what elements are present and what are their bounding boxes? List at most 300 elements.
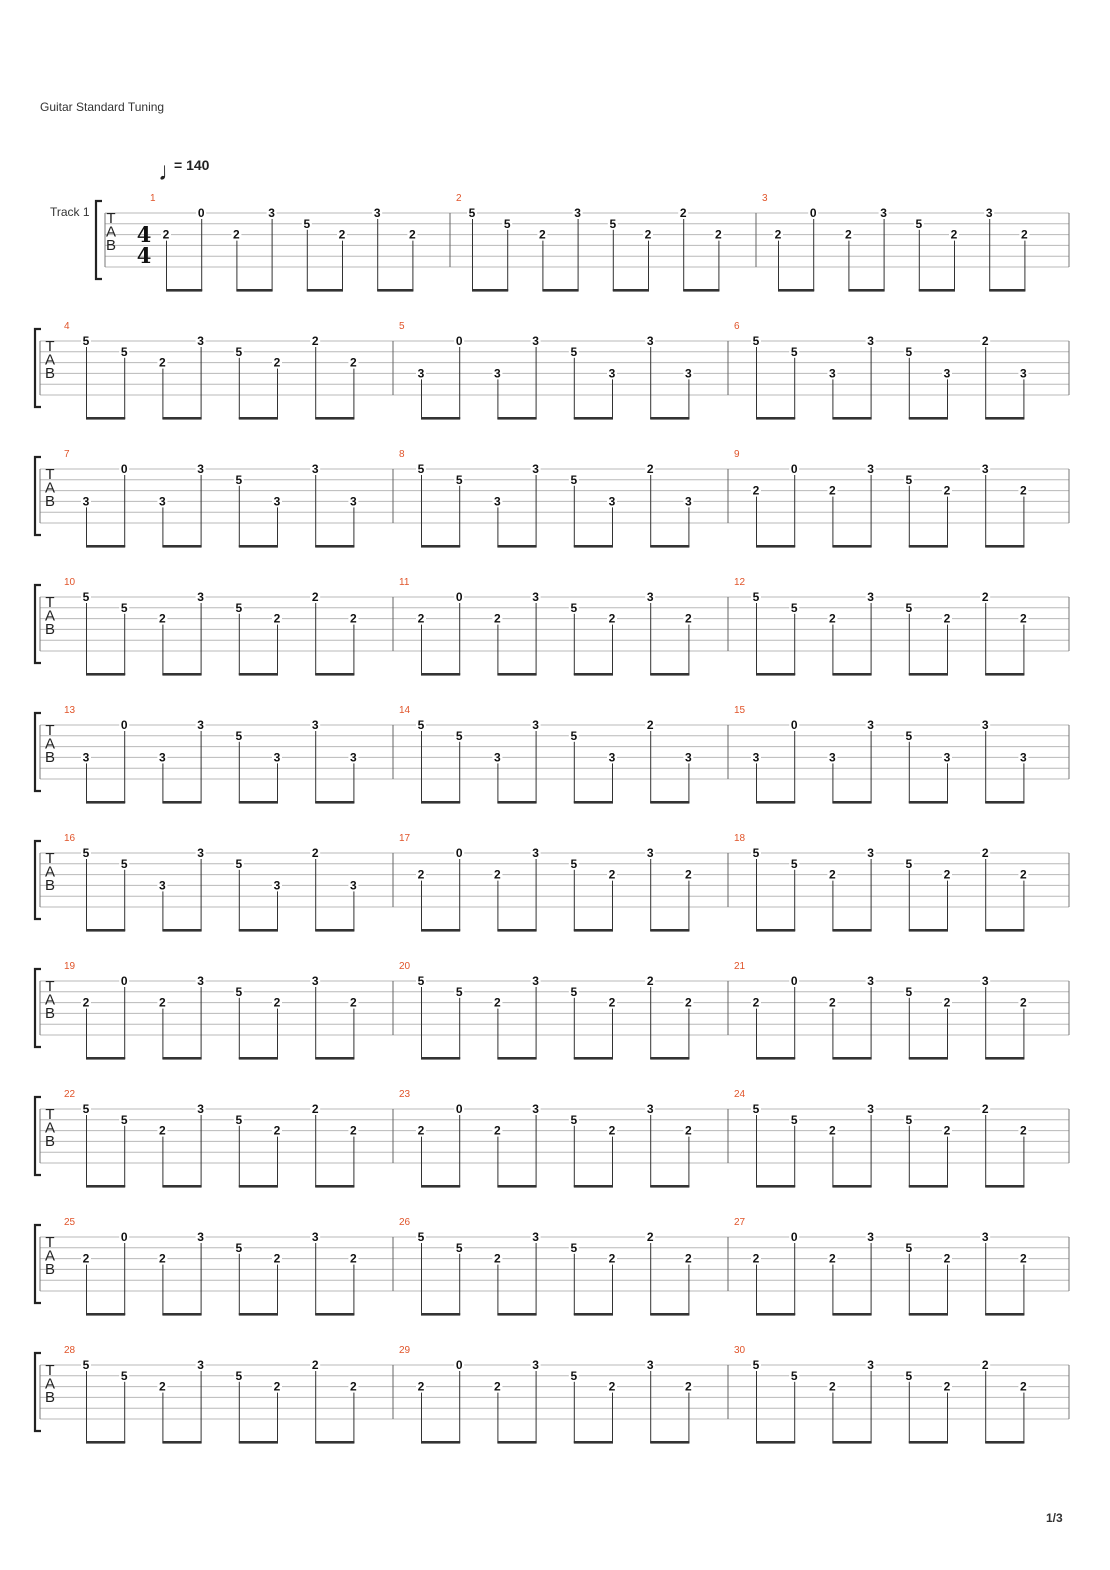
fret-number: 2 — [829, 1379, 836, 1394]
fret-number: 2 — [159, 1123, 166, 1138]
eighth-beam — [421, 929, 460, 932]
eighth-beam — [86, 673, 125, 676]
fret-number: 3 — [494, 366, 501, 381]
fret-number: 5 — [235, 600, 243, 615]
fret-number: 3 — [752, 750, 760, 765]
fret-number: 2 — [608, 611, 616, 626]
eighth-beam — [497, 1441, 536, 1444]
fret-number: 2 — [417, 867, 425, 882]
tab-clef-letter: A — [44, 863, 56, 881]
fret-number: 2 — [646, 974, 654, 988]
measure-number: 27 — [734, 1217, 746, 1228]
fret-number: 3 — [867, 590, 874, 604]
measure-number: 6 — [734, 321, 740, 332]
systems-container — [35, 193, 1069, 1444]
fret-number: 5 — [455, 472, 463, 487]
tuning-label: Guitar Standard Tuning — [40, 100, 165, 114]
eighth-beam — [574, 673, 613, 676]
fret-number: 2 — [311, 1358, 319, 1372]
measure-number: 30 — [734, 1345, 746, 1356]
fret-number: 3 — [311, 462, 319, 476]
eighth-beam — [756, 673, 795, 676]
eighth-beam — [236, 289, 272, 292]
fret-number: 3 — [608, 750, 616, 765]
fret-number: 3 — [311, 718, 319, 732]
tab-clef-letter: A — [44, 1375, 56, 1393]
eighth-beam — [162, 1185, 201, 1188]
fret-number: 2 — [494, 1379, 501, 1394]
measure-number: 26 — [399, 1217, 411, 1228]
fret-number: 0 — [455, 846, 463, 860]
fret-number: 2 — [646, 718, 654, 732]
fret-number: 2 — [774, 227, 782, 242]
fret-number: 2 — [82, 995, 90, 1010]
fret-number: 2 — [273, 1379, 281, 1394]
fret-number: 5 — [82, 1358, 90, 1372]
system-bracket — [96, 201, 102, 279]
fret-number: 2 — [943, 1379, 951, 1394]
eighth-beam — [315, 417, 354, 420]
fret-number: 3 — [981, 462, 989, 476]
fret-number: 2 — [311, 1102, 319, 1116]
fret-number: 2 — [494, 611, 501, 626]
fret-number: 2 — [845, 227, 852, 242]
fret-number: 0 — [455, 590, 463, 604]
fret-number: 2 — [417, 1123, 425, 1138]
eighth-beam — [472, 289, 508, 292]
fret-number: 3 — [197, 1358, 204, 1372]
eighth-beam — [650, 1313, 689, 1316]
fret-number: 5 — [235, 728, 243, 743]
tab-clef-letter: B — [44, 365, 56, 382]
tab-system — [50, 193, 1069, 292]
fret-number: 5 — [905, 728, 913, 743]
fret-number: 5 — [905, 600, 913, 615]
fret-number: 2 — [338, 227, 346, 242]
fret-number: 2 — [685, 1379, 692, 1394]
fret-number: 3 — [646, 334, 654, 348]
measure-number: 10 — [64, 577, 76, 588]
eighth-beam — [377, 289, 413, 292]
fret-number: 3 — [646, 590, 654, 604]
fret-number: 3 — [685, 366, 692, 381]
fret-number: 5 — [455, 1240, 463, 1255]
tab-clef-letter: B — [44, 749, 56, 766]
measure-number: 19 — [64, 961, 76, 972]
eighth-beam — [909, 673, 948, 676]
eighth-beam — [315, 545, 354, 548]
eighth-beam — [574, 545, 613, 548]
fret-number: 0 — [790, 974, 798, 988]
eighth-beam — [574, 417, 613, 420]
fret-number: 2 — [943, 611, 951, 626]
fret-number: 3 — [82, 494, 90, 509]
fret-number: 5 — [752, 334, 760, 348]
fret-number: 2 — [950, 227, 958, 242]
fret-number: 2 — [159, 1379, 166, 1394]
measure-number: 13 — [64, 705, 76, 716]
fret-number: 2 — [685, 1251, 692, 1266]
eighth-beam — [315, 673, 354, 676]
eighth-beam — [162, 545, 201, 548]
eighth-beam — [909, 417, 948, 420]
fret-number: 3 — [197, 846, 204, 860]
fret-number: 3 — [867, 462, 874, 476]
eighth-beam — [848, 289, 884, 292]
eighth-beam — [909, 545, 948, 548]
eighth-beam — [650, 545, 689, 548]
eighth-beam — [574, 801, 613, 804]
fret-number: 3 — [867, 1358, 874, 1372]
eighth-beam — [315, 1441, 354, 1444]
fret-number: 5 — [570, 1112, 578, 1127]
fret-number: 2 — [233, 227, 240, 242]
fret-number: 2 — [273, 1123, 281, 1138]
fret-number: 0 — [120, 718, 128, 732]
eighth-beam — [650, 673, 689, 676]
fret-number: 2 — [829, 995, 836, 1010]
eighth-beam — [497, 545, 536, 548]
fret-number: 2 — [981, 1358, 989, 1372]
eighth-beam — [86, 1313, 125, 1316]
fret-number: 5 — [120, 1368, 128, 1383]
eighth-beam — [497, 1313, 536, 1316]
eighth-beam — [650, 417, 689, 420]
eighth-beam — [756, 1185, 795, 1188]
eighth-beam — [239, 1057, 278, 1060]
eighth-beam — [421, 673, 460, 676]
fret-number: 2 — [417, 1379, 425, 1394]
fret-number: 2 — [494, 995, 501, 1010]
fret-number: 2 — [981, 846, 989, 860]
fret-number: 2 — [1020, 1251, 1027, 1266]
eighth-beam — [162, 417, 201, 420]
page-number: 1/3 — [1046, 1511, 1063, 1525]
fret-number: 3 — [981, 1230, 989, 1244]
fret-number: 0 — [197, 206, 205, 220]
eighth-beam — [756, 545, 795, 548]
fret-number: 5 — [905, 984, 913, 999]
eighth-beam — [574, 1057, 613, 1060]
eighth-beam — [832, 1313, 871, 1316]
fret-number: 5 — [752, 1358, 760, 1372]
fret-number: 5 — [570, 472, 578, 487]
fret-number: 2 — [981, 1102, 989, 1116]
fret-number: 0 — [455, 1358, 463, 1372]
fret-number: 5 — [905, 472, 913, 487]
eighth-beam — [421, 1057, 460, 1060]
fret-number: 3 — [197, 462, 204, 476]
fret-number: 2 — [829, 483, 836, 498]
fret-number: 3 — [829, 366, 836, 381]
fret-number: 5 — [82, 1102, 90, 1116]
eighth-beam — [909, 1441, 948, 1444]
time-signature-bottom: 4 — [136, 243, 152, 268]
measure-number: 9 — [734, 449, 740, 460]
fret-number: 3 — [532, 718, 539, 732]
fret-number: 2 — [350, 611, 357, 626]
fret-number: 2 — [943, 483, 951, 498]
fret-number: 3 — [867, 846, 874, 860]
tab-clef-letter: T — [45, 466, 55, 483]
tab-system — [35, 449, 1069, 548]
fret-number: 5 — [417, 462, 425, 476]
eighth-beam — [162, 801, 201, 804]
measure-number: 12 — [734, 577, 746, 588]
measure-number: 24 — [734, 1089, 746, 1100]
eighth-beam — [162, 1057, 201, 1060]
fret-number: 5 — [752, 590, 760, 604]
fret-number: 3 — [532, 334, 539, 348]
fret-number: 2 — [943, 995, 951, 1010]
fret-number: 2 — [943, 1251, 951, 1266]
tab-clef-letter: B — [105, 237, 117, 254]
fret-number: 2 — [350, 1123, 357, 1138]
fret-number: 3 — [82, 750, 90, 765]
eighth-beam — [909, 1185, 948, 1188]
fret-number: 2 — [162, 227, 170, 242]
fret-number: 2 — [159, 995, 166, 1010]
fret-number: 3 — [867, 1102, 874, 1116]
tab-clef-letter: B — [44, 1389, 56, 1406]
eighth-beam — [497, 673, 536, 676]
tab-clef-letter: A — [44, 1247, 56, 1265]
eighth-beam — [985, 1313, 1024, 1316]
tab-clef-letter: T — [45, 594, 55, 611]
eighth-beam — [985, 1185, 1024, 1188]
eighth-beam — [989, 289, 1025, 292]
eighth-beam — [909, 1313, 948, 1316]
measure-number: 25 — [64, 1217, 76, 1228]
fret-number: 5 — [905, 1368, 913, 1383]
fret-number: 3 — [197, 974, 204, 988]
eighth-beam — [239, 545, 278, 548]
fret-number: 2 — [608, 1251, 616, 1266]
tab-clef-letter: T — [106, 210, 116, 227]
fret-number: 5 — [235, 1368, 243, 1383]
tab-system — [35, 321, 1069, 420]
fret-number: 2 — [494, 1251, 501, 1266]
fret-number: 5 — [120, 1112, 128, 1127]
fret-number: 2 — [159, 611, 166, 626]
fret-number: 3 — [494, 494, 501, 509]
fret-number: 2 — [829, 867, 836, 882]
measure-number: 28 — [64, 1345, 76, 1356]
fret-number: 0 — [120, 974, 128, 988]
fret-number: 2 — [644, 227, 652, 242]
tab-clef-letter: A — [44, 1119, 56, 1137]
fret-number: 2 — [829, 1123, 836, 1138]
fret-number: 5 — [417, 974, 425, 988]
measure-number: 14 — [399, 705, 411, 716]
eighth-beam — [239, 417, 278, 420]
eighth-beam — [985, 1057, 1024, 1060]
fret-number: 2 — [1020, 483, 1027, 498]
fret-number: 0 — [120, 462, 128, 476]
measure-number: 20 — [399, 961, 411, 972]
eighth-beam — [574, 1185, 613, 1188]
fret-number: 2 — [1020, 611, 1027, 626]
tab-system — [35, 577, 1069, 676]
eighth-beam — [86, 801, 125, 804]
fret-number: 2 — [417, 611, 425, 626]
eighth-beam — [909, 801, 948, 804]
fret-number: 3 — [532, 1102, 539, 1116]
eighth-beam — [86, 929, 125, 932]
fret-number: 2 — [273, 995, 281, 1010]
eighth-beam — [650, 929, 689, 932]
fret-number: 5 — [752, 1102, 760, 1116]
eighth-beam — [497, 417, 536, 420]
measure-number: 3 — [762, 193, 768, 204]
measure-number: 5 — [399, 321, 405, 332]
fret-number: 2 — [82, 1251, 90, 1266]
fret-number: 5 — [609, 216, 617, 231]
fret-number: 3 — [159, 494, 166, 509]
fret-number: 5 — [235, 984, 243, 999]
fret-number: 3 — [608, 494, 616, 509]
eighth-beam — [162, 1313, 201, 1316]
fret-number: 3 — [646, 1358, 654, 1372]
fret-number: 3 — [268, 206, 275, 220]
eighth-beam — [86, 1185, 125, 1188]
eighth-beam — [909, 1057, 948, 1060]
fret-number: 5 — [417, 718, 425, 732]
measure-number: 16 — [64, 833, 76, 844]
tab-clef-letter: B — [44, 877, 56, 894]
tab-clef-letter: T — [45, 722, 55, 739]
fret-number: 5 — [905, 856, 913, 871]
fret-number: 2 — [539, 227, 546, 242]
fret-number: 2 — [273, 1251, 281, 1266]
fret-number: 5 — [82, 334, 90, 348]
fret-number: 3 — [350, 494, 357, 509]
eighth-beam — [574, 1441, 613, 1444]
measure-number: 15 — [734, 705, 746, 716]
eighth-beam — [574, 929, 613, 932]
fret-number: 3 — [159, 750, 166, 765]
fret-number: 2 — [1020, 867, 1027, 882]
measure-number: 22 — [64, 1089, 76, 1100]
eighth-beam — [832, 545, 871, 548]
eighth-beam — [421, 417, 460, 420]
eighth-beam — [86, 417, 125, 420]
tab-clef-letter: A — [105, 223, 117, 241]
fret-number: 0 — [455, 334, 463, 348]
eighth-beam — [985, 801, 1024, 804]
tab-clef-letter: B — [44, 493, 56, 510]
eighth-beam — [86, 1441, 125, 1444]
fret-number: 2 — [409, 227, 416, 242]
fret-number: 3 — [273, 878, 281, 893]
fret-number: 2 — [311, 590, 319, 604]
fret-number: 3 — [646, 1102, 654, 1116]
fret-number: 5 — [235, 472, 243, 487]
fret-number: 2 — [752, 1251, 760, 1266]
fret-number: 5 — [790, 856, 798, 871]
tab-system — [35, 1089, 1069, 1188]
eighth-beam — [756, 1057, 795, 1060]
fret-number: 5 — [455, 728, 463, 743]
fret-number: 2 — [350, 1379, 357, 1394]
fret-number: 3 — [532, 1358, 539, 1372]
fret-number: 5 — [905, 1112, 913, 1127]
eighth-beam — [985, 1441, 1024, 1444]
fret-number: 2 — [685, 611, 692, 626]
fret-number: 3 — [532, 846, 539, 860]
tab-clef-letter: A — [44, 991, 56, 1009]
tab-system — [35, 705, 1069, 804]
fret-number: 2 — [685, 867, 692, 882]
eighth-beam — [497, 801, 536, 804]
fret-number: 2 — [943, 1123, 951, 1138]
eighth-beam — [650, 1441, 689, 1444]
fret-number: 5 — [905, 344, 913, 359]
fret-number: 3 — [867, 334, 874, 348]
fret-number: 2 — [159, 1251, 166, 1266]
fret-number: 5 — [915, 216, 923, 231]
fret-number: 5 — [790, 1112, 798, 1127]
measure-number: 1 — [150, 193, 156, 204]
fret-number: 3 — [417, 366, 425, 381]
fret-number: 0 — [790, 462, 798, 476]
fret-number: 3 — [350, 750, 357, 765]
fret-number: 5 — [303, 216, 311, 231]
tab-clef-letter: A — [44, 735, 56, 753]
eighth-beam — [315, 801, 354, 804]
fret-number: 2 — [752, 483, 760, 498]
fret-number: 3 — [532, 1230, 539, 1244]
fret-number: 2 — [159, 355, 166, 370]
fret-number: 2 — [273, 611, 281, 626]
tab-clef-letter: B — [44, 1261, 56, 1278]
fret-number: 0 — [790, 718, 798, 732]
eighth-beam — [756, 1441, 795, 1444]
fret-number: 3 — [197, 1230, 204, 1244]
eighth-beam — [162, 929, 201, 932]
fret-number: 3 — [574, 206, 581, 220]
tab-system — [35, 961, 1069, 1060]
tempo-marking — [158, 156, 210, 186]
eighth-beam — [497, 929, 536, 932]
fret-number: 2 — [608, 1123, 616, 1138]
eighth-beam — [315, 929, 354, 932]
eighth-beam — [307, 289, 343, 292]
measure-number: 2 — [456, 193, 462, 204]
fret-number: 3 — [867, 974, 874, 988]
fret-number: 5 — [570, 1240, 578, 1255]
fret-number: 5 — [570, 1368, 578, 1383]
fret-number: 3 — [985, 206, 993, 220]
fret-number: 5 — [120, 856, 128, 871]
fret-number: 2 — [1020, 1123, 1027, 1138]
fret-number: 5 — [570, 600, 578, 615]
eighth-beam — [919, 289, 955, 292]
fret-number: 2 — [829, 611, 836, 626]
tab-system — [35, 833, 1069, 932]
fret-number: 5 — [570, 344, 578, 359]
fret-number: 2 — [829, 1251, 836, 1266]
fret-number: 3 — [494, 750, 501, 765]
measure-number: 17 — [399, 833, 411, 844]
eighth-beam — [315, 1313, 354, 1316]
eighth-beam — [239, 801, 278, 804]
fret-number: 2 — [311, 846, 319, 860]
tab-clef-letter: T — [45, 850, 55, 867]
eighth-beam — [832, 801, 871, 804]
fret-number: 2 — [311, 334, 319, 348]
measure-number: 8 — [399, 449, 405, 460]
